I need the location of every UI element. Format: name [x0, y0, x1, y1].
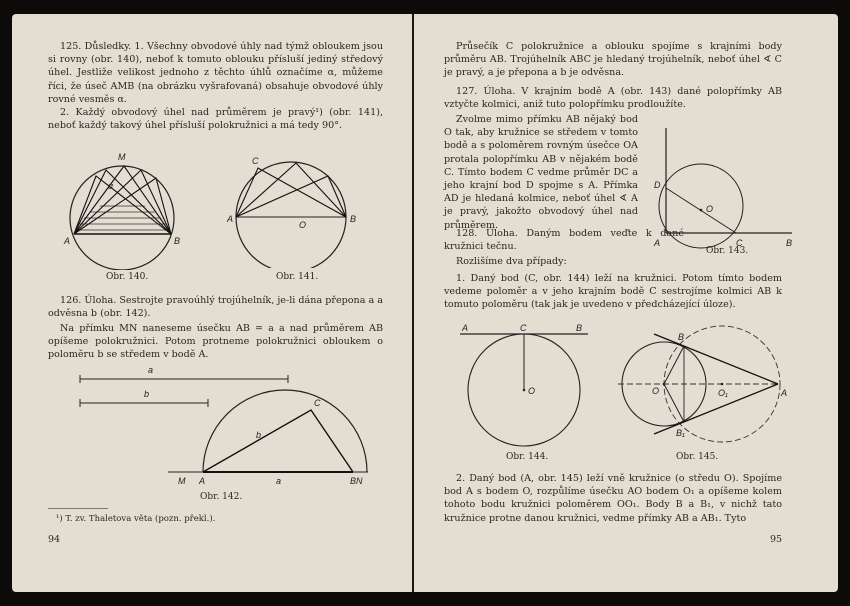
label-alpha: α: [108, 181, 114, 191]
right-page: [414, 14, 838, 592]
label-a: a: [276, 476, 282, 486]
label-b: b: [256, 430, 262, 440]
label-A: A: [64, 236, 71, 246]
section-128-case-1: 1. Daný bod (C, obr. 144) leží na kružnici. Potom tímto bodem vedeme poloměr a v jeho krajním bodě C sestrojíme kolmici AB k tomuto poloměru (tak jak je uvedeno v předcházející úloze).: [444, 273, 782, 311]
label-M: M: [178, 476, 186, 486]
label-A: A: [462, 323, 469, 333]
label-O: O: [652, 386, 660, 396]
label-B: B: [350, 214, 357, 224]
figure-145: [614, 320, 804, 450]
label-O: O: [528, 386, 536, 396]
page-number-left: 94: [48, 534, 61, 545]
label-B1: B₁: [676, 428, 685, 438]
section-128-case-2: 2. Daný bod (A, obr. 145) leží vně kružnice (o středu O). Spojíme bod A s bodem O, rozpůlíme úsečku AO bodem O₁ a opíšeme kolem tohoto bodu kružnici poloměrem OO₁. Body B a B₁, v nichž tato kružnice protne danou kružnici, vedme přímky AB a AB₁. Tyto: [444, 473, 782, 524]
left-page: [12, 14, 412, 592]
label-A: A: [227, 214, 234, 224]
label-B: B: [786, 238, 793, 248]
label-BN: BN: [350, 476, 363, 486]
label-C: C: [314, 398, 321, 408]
label-B: B: [174, 236, 181, 246]
footnote: ¹) T. zv. Thaletova věta (pozn. překl.).: [56, 514, 216, 524]
label-M: M: [118, 152, 126, 162]
caption-143: Obr. 143.: [706, 246, 749, 256]
page-number-right: 95: [770, 534, 783, 545]
section-126: 126. Úloha. Sestrojte pravoúhlý trojúhelník, je-li dána přepona a a odvěsna b (obr. 142).: [48, 295, 383, 320]
caption-144: Obr. 144.: [506, 452, 549, 462]
label-C: C: [252, 156, 259, 166]
label-A: A: [199, 476, 206, 486]
caption-145: Obr. 145.: [676, 452, 719, 462]
label-a-segment: a: [148, 365, 154, 375]
label-C: C: [736, 238, 743, 248]
section-128: 128. Úloha. Daným bodem veďte k dané kružnici tečnu.: [444, 228, 684, 253]
label-A: A: [781, 388, 788, 398]
section-126-body: Na přímku MN naneseme úsečku AB = a a nad průměrem AB opíšeme polokružnici. Potom protneme polokružnici obloukem o poloměru b se středem v bodě A.: [48, 323, 383, 361]
label-B: B: [678, 332, 685, 342]
caption-142: Obr. 142.: [200, 492, 243, 502]
section-128-cases: Rozlišíme dva případy:: [456, 256, 567, 267]
label-D: D: [654, 180, 661, 190]
label-O: O: [706, 204, 714, 214]
figure-141: [226, 148, 366, 268]
caption-141: Obr. 141.: [276, 272, 319, 282]
figure-142: [68, 362, 368, 492]
section-125-point-2: 2. Každý obvodový úhel nad průměrem je pravý¹) (obr. 141), neboť každý takový úhel přísluší polokružnici a má tedy 90°.: [48, 107, 383, 132]
label-C: C: [520, 323, 527, 333]
footnote-rule: [48, 508, 108, 509]
label-B: B: [576, 323, 583, 333]
continuation-text: Průsečík C polokružnice a oblouku spojíme s krajními body průměru AB. Trojúhelník ABC je hledaný trojúhelník, neboť úhel ∢ C je pravý, a je přepona a b je odvěsna.: [444, 41, 782, 79]
figure-140: [46, 142, 196, 270]
section-127: 127. Úloha. V krajním bodě A (obr. 143) dané polopřímky AB vztyčte kolmici, aniž tuto polopřímku prodloužíte.: [444, 86, 782, 111]
label-b-segment: b: [144, 389, 150, 399]
caption-140: Obr. 140.: [106, 272, 149, 282]
section-125: 125. Důsledky. 1. Všechny obvodové úhly nad týmž obloukem jsou si rovny (obr. 140), neboť k tomuto oblouku přísluší jediný středový úhel. Jestliže velikost jednoho z těchto úhlů označíme α, můžeme říci, že úseč AMB (na obrázku vyšrafovaná) obsahuje obvodové úhly rovné vesměs α.: [48, 41, 383, 105]
section-127-body: Zvolme mimo přímku AB nějaký bod O tak, aby kružnice se středem v tomto bodě a s poloměrem rovným úsečce OA protala polopřímku AB v nějakém bodě C. Tímto bodem C vedme průměr DC a jeho krajní bod D spojme s A. Přímka AD je hledaná kolmice, neboť úhel ∢ A je pravý, jakožto obvodový úhel nad průměrem.: [444, 114, 638, 231]
label-O: O: [299, 220, 307, 230]
figure-144: [458, 322, 598, 452]
label-O1: O₁: [718, 388, 728, 398]
label-A: A: [654, 238, 661, 248]
